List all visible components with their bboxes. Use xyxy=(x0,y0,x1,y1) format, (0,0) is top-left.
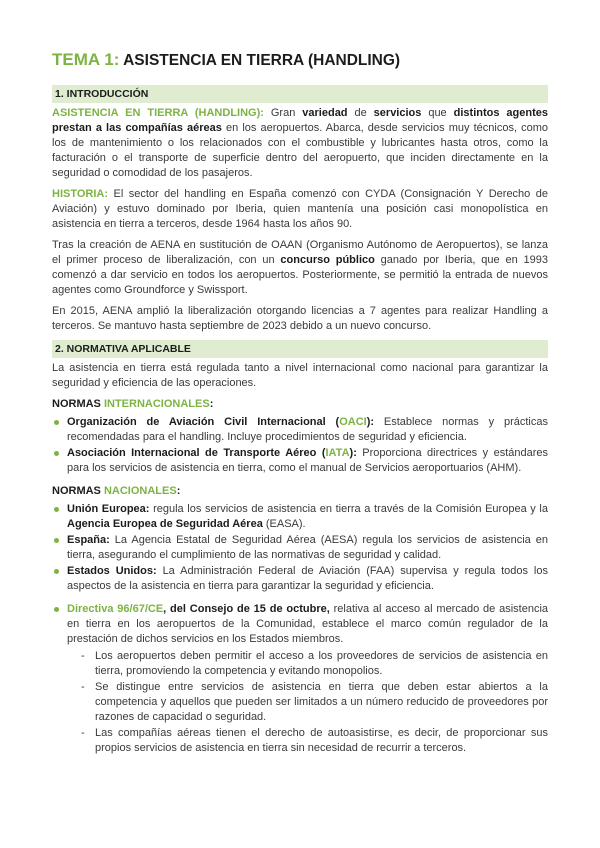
section-heading-normativa: 2. NORMATIVA APLICABLE xyxy=(52,340,548,358)
bullet-icon xyxy=(54,451,59,456)
title-rest: ASISTENCIA EN TIERRA (HANDLING) xyxy=(119,52,401,69)
list-item-directiva: Directiva 96/67/CE, del Consejo de 15 de octubre, relativa al acceso al mercado de asistencia en tierra en los aeropuertos de la Comunidad, establece el marco común regulador de la prestación de dichos servicios en los Estados miembros. - Los aeropuertos deben permitir el acceso a los proveedores de servicios de asistencia en tierra, promoviendo la competencia y evitando monopolios. - Se distingue entre servicios de asistencia en tierra que deben estar abiertos a la competencia y aquellos que pueden ser limitados a un número reducido de proveedores por razones de capacidad o seguridad. - Las compañías aéreas tienen el derecho de autoasistirse, es decir, de proporcionar sus propios servicios de asistencia en tierra sin necesidad de recurrir a terceros. xyxy=(52,602,548,756)
list-item-oaci: Organización de Aviación Civil Internacional (OACI): Establece normas y prácticas recomendadas para el handling. Incluye procedimientos de seguridad y eficiencia. xyxy=(52,415,548,445)
paragraph-normativa-intro: La asistencia en tierra está regulada tanto a nivel internacional como nacional para garantizar la seguridad y eficiencia de las operaciones. xyxy=(52,362,548,389)
list-item: - Las compañías aéreas tienen el derecho de autoasistirse, es decir, de proporcionar sus propios servicios de asistencia en tierra sin necesidad de recurrir a terceros. xyxy=(81,727,548,754)
subheading-nacionales: NORMAS NACIONALES: xyxy=(52,485,181,497)
list-item-ue: Unión Europea: regula los servicios de asistencia en tierra a través de la Comisión Europea y la Agencia Europea de Seguridad Aérea (EASA). xyxy=(52,502,548,532)
dash-icon: - xyxy=(81,727,85,739)
dash-icon: - xyxy=(81,650,85,662)
list-directiva xyxy=(52,602,548,756)
title-tema: TEMA 1: xyxy=(52,50,120,69)
section-heading-introduccion: 1. INTRODUCCIÓN xyxy=(52,85,548,103)
bullet-icon xyxy=(54,607,59,612)
paragraph-historia: HISTORIA: El sector del handling en España comenzó con CYDA (Consignación Y Derecho de Aviación) y estuvo dominado por Iberia, quien mantenía una posición casi monopolística en asistencia en tierra a terceros, desde 1964 hasta los años 90. xyxy=(52,188,548,230)
list-item-espana: España: La Agencia Estatal de Seguridad Aérea (AESA) regula los servicios de asistencia en tierra, asegurando el cumplimiento de las normativas de seguridad y calidad. xyxy=(52,533,548,563)
paragraph-2015: En 2015, AENA amplió la liberalización otorgando licencias a 7 agentes para realizar Handling a terceros. Se mantuvo hasta septiembre de 2023 debido a un nuevo concurso. xyxy=(52,305,548,332)
list-item: - Se distingue entre servicios de asistencia en tierra que deben estar abiertos a la competencia y aquellos que pueden ser limitados a un número reducido de proveedores por razones de capacidad o seguridad. xyxy=(81,681,548,723)
list-item-iata: Asociación Internacional de Transporte Aéreo (IATA): Proporciona directrices y estándares para los servicios de asistencia en tierra, como el manual de Servicios aeroportuarios (AHM). xyxy=(52,446,548,476)
paragraph-asistencia: ASISTENCIA EN TIERRA (HANDLING): Gran variedad de servicios que distintos agentes prestan a las compañías aéreas en los aeropuertos. Abarca, desde servicios muy técnicos, como los de mantenimiento o los relacionados con el combustible y lubricantes hasta otros, como la facturación o el transporte de superficie dentro del aeropuerto, que inciden directamente en la seguridad o comodidad de los pasajeros. xyxy=(52,107,548,179)
paragraph-aena: Tras la creación de AENA en sustitución de OAAN (Organismo Autónomo de Aeropuertos), se lanza el primer proceso de liberalización, con un concurso público ganado por Iberia, que en 1993 comenzó a dar servicio en todos los aeropuertos. Posteriormente, se permitió la entrada de nuevos agentes como Groundforce y Swissport. xyxy=(52,239,548,296)
bullet-icon xyxy=(54,538,59,543)
bullet-icon xyxy=(54,420,59,425)
list-item-eeuu: Estados Unidos: La Administración Federal de Aviación (FAA) supervisa y regula todos los aspectos de la asistencia en tierra para garantizar la seguridad y eficiencia. xyxy=(52,564,548,594)
bullet-icon xyxy=(54,507,59,512)
bullet-icon xyxy=(54,569,59,574)
subheading-internacionales: NORMAS INTERNACIONALES: xyxy=(52,398,214,410)
list-directiva-points xyxy=(67,649,548,756)
list-nacionales xyxy=(52,502,548,594)
dash-icon: - xyxy=(81,681,85,693)
list-item: - Los aeropuertos deben permitir el acceso a los proveedores de servicios de asistencia en tierra, promoviendo la competencia y evitando monopolios. xyxy=(81,650,548,677)
page-title xyxy=(52,50,548,71)
list-internacionales xyxy=(52,415,548,476)
